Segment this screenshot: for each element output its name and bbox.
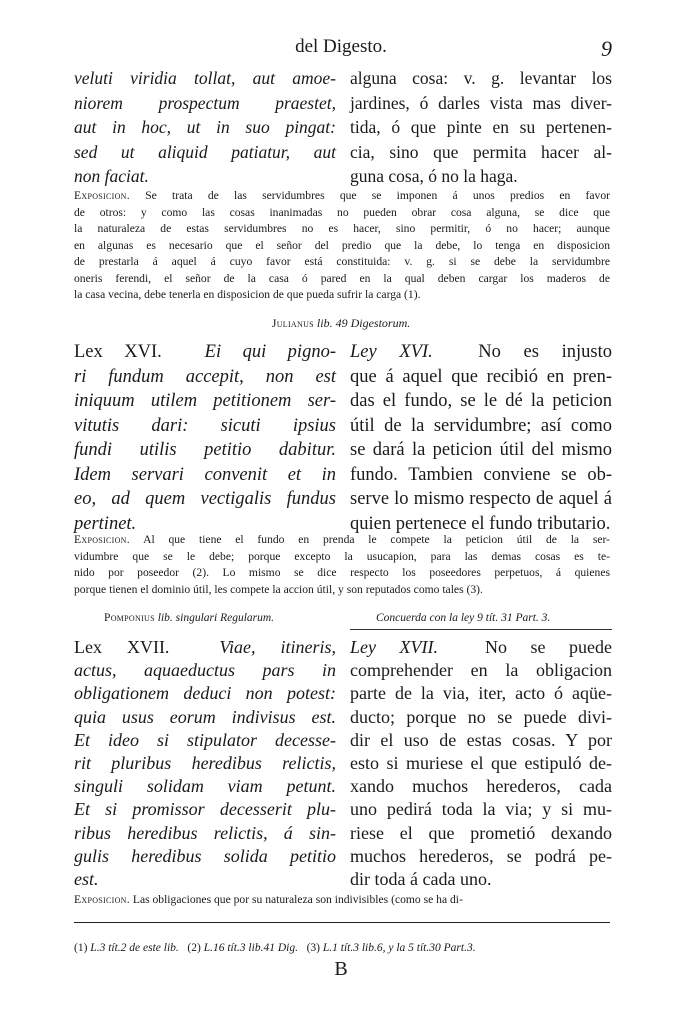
exposition-line: la casa vecina, debe tenerla en disposicion de que pueda sufrir la carga (1). <box>74 288 421 301</box>
spanish-line: uno pedirá toda la via; y si mu- <box>350 799 612 820</box>
spanish-line: quien pertenece el fundo tributario. <box>350 513 611 534</box>
source-author: Pomponius <box>104 612 155 624</box>
footnote-2-marker: (2) <box>187 942 201 954</box>
spanish-line: muchos herederos, se podrá pe- <box>350 845 612 866</box>
spanish-line: guna cosa, ó no la haga. <box>350 166 518 186</box>
latin-line: sed ut aliquid patiatur, aut <box>74 141 336 162</box>
footnote-3-marker: (3) <box>306 942 320 954</box>
exposition-label: Exposicion. <box>74 893 130 906</box>
latin-line: pertinet. <box>74 513 137 534</box>
spanish-line: que á aquel que recibió en pren- <box>350 366 612 387</box>
spanish-line: dir toda á cada uno. <box>350 869 492 890</box>
exposition-line: vidumbre que se le debe; porque excepto la usucapion, para las demas cosas es te- <box>74 549 610 563</box>
section2-spanish-column <box>350 340 612 536</box>
exposition-label: Exposicion. <box>74 189 130 202</box>
spanish-line: ducto; porque no se puede divi- <box>350 706 612 727</box>
lex-number: Lex XVII. <box>74 637 170 657</box>
exposition-line <box>74 188 610 205</box>
section1-latin-column <box>74 66 336 189</box>
exposition-line: nido por poseedor (2). Lo mismo se dice respecto los poseedores perpetuos, á quienes <box>74 566 610 579</box>
latin-line: ri fundum accepit, non est <box>74 366 336 387</box>
latin-line: Et si promissor decesserit plu- <box>74 799 336 820</box>
latin-line: ribus heredibus relictis, á sin- <box>74 822 336 843</box>
spanish-line: se dará la peticion útil del mismo <box>350 440 612 460</box>
footnote-rule <box>74 922 610 923</box>
exposition-line: de prestarla á aquel á cuyo favor está constituida: v. g. si se debe la servidumbre <box>74 255 610 268</box>
latin-line: eo, ad quem vectigalis fundus <box>74 489 336 509</box>
spanish-line: esto si muriese el que estipuló de- <box>350 753 612 774</box>
exposition-label: Exposicion. <box>74 533 130 546</box>
latin-text: Viae, itineris, <box>219 637 336 657</box>
spanish-line: parte de la via, iter, acto ó aqüe- <box>350 683 612 704</box>
section1-spanish-column <box>350 66 612 189</box>
running-head <box>0 36 682 62</box>
signature-mark: B <box>334 958 348 980</box>
exposition-3 <box>74 892 610 909</box>
source-citation-pomponius <box>104 612 274 624</box>
exposition-text: Al que tiene el fundo en prenda le compete la peticion útil de la ser- <box>143 533 610 546</box>
exposition-line: en algunas es necesario que el señor del predio que la debe, lo tenga en disposicion <box>74 238 610 252</box>
divider-rule <box>350 629 612 630</box>
page-number: 9 <box>601 36 612 61</box>
latin-text: Ei qui pigno- <box>204 342 336 362</box>
source-work: lib. singulari Regularum. <box>157 612 275 624</box>
latin-line: non faciat. <box>74 166 149 186</box>
exposition-1 <box>74 188 610 304</box>
spanish-line: xando muchos herederos, cada <box>350 776 612 797</box>
latin-line: fundi utilis petitio dabitur. <box>74 440 336 460</box>
latin-line: Idem servari convenit et in <box>74 464 336 485</box>
latin-line: gulis heredibus solida petitio <box>74 845 336 866</box>
exposition-line: de otros: y como las cosas inanimadas no pueden obrar cosa alguna, se dice que <box>74 205 610 219</box>
spanish-line: comprehender en la obligacion <box>350 660 612 681</box>
spanish-line: útil de la servidumbre; así como <box>350 415 612 436</box>
section3-spanish-column <box>350 636 612 891</box>
source-work: lib. 49 Digestorum. <box>316 316 411 330</box>
exposition-line <box>74 892 610 909</box>
lex-number: Lex XVI. <box>74 342 162 362</box>
spanish-line <box>350 636 612 659</box>
latin-line: obligationem deduci non potest: <box>74 683 336 704</box>
spanish-text: No es injusto <box>478 342 613 362</box>
exposition-line: la naturaleza de estas servidumbres no es hacer, sino permitir, ó no hacer; aunque <box>74 222 610 235</box>
latin-line <box>74 636 336 659</box>
footnote-1-marker: (1) <box>74 942 88 954</box>
latin-line: vitutis dari: sicuti ipsius <box>74 415 336 436</box>
latin-line: aut in hoc, ut in suo pingat: <box>74 117 336 137</box>
concordance-note: Concuerda con la ley 9 tít. 31 Part. 3. <box>376 612 551 624</box>
exposition-line: porque tienen el dominio útil, les compete la accion útil, y son reputados como tales (3). <box>74 582 483 596</box>
exposition-line <box>74 532 610 549</box>
latin-line: actus, aquaeductus pars in <box>74 660 336 681</box>
spanish-line: dir el uso de estas cosas. Y por <box>350 729 612 750</box>
ley-number: Ley XVI. <box>350 342 433 362</box>
footnote-2-text: L.16 tít.3 lib.41 Dig. <box>203 942 298 954</box>
exposition-text: Las obligaciones que por su naturaleza son indivisibles (como se ha di- <box>132 893 463 906</box>
exposition-line: oneris ferendi, el señor de la casa ó pared en la qual deben cargar los maderos de <box>74 271 610 285</box>
section2-latin-column <box>74 340 336 536</box>
source-author: Julianus <box>271 316 314 330</box>
latin-line: iniquum utilem petitionem ser- <box>74 391 336 411</box>
spanish-line <box>350 340 612 365</box>
spanish-line: alguna cosa: v. g. levantar los <box>350 68 612 88</box>
footnotes <box>74 942 610 954</box>
ley-number: Ley XVII. <box>350 637 438 657</box>
spanish-text: No se puede <box>485 637 613 657</box>
latin-line: Et ideo si stipulator decesse- <box>74 729 336 750</box>
spanish-line: tida, ó que pinte en su pertenen- <box>350 117 612 137</box>
source-citation-julianus <box>0 316 682 331</box>
spanish-line: das el fundo, se le dé la peticion <box>350 391 612 411</box>
latin-line: niorem prospectum praestet, <box>74 92 336 113</box>
spanish-line: jardines, ó darles vista mas diver- <box>350 92 612 113</box>
spanish-line: riese el que prometió dexando <box>350 822 612 843</box>
latin-line: quia usus eorum indivisus est. <box>74 706 336 727</box>
spanish-line: serve lo mismo respecto de aquel á <box>350 489 612 509</box>
latin-line: rit pluribus heredibus relictis, <box>74 753 336 774</box>
latin-line <box>74 340 336 365</box>
footnote-3-text: L.1 tít.3 lib.6, y la 5 tít.30 Part.3. <box>322 942 476 954</box>
exposition-2 <box>74 532 610 598</box>
latin-line: veluti viridia tollat, aut amoe- <box>74 68 336 88</box>
latin-line: singuli solidam viam petunt. <box>74 776 336 797</box>
spanish-line: fundo. Tambien conviene se ob- <box>350 464 612 485</box>
section3-latin-column <box>74 636 336 891</box>
running-title: del Digesto. <box>295 36 387 57</box>
spanish-line: cia, sino que permita hacer al- <box>350 141 612 162</box>
latin-line: est. <box>74 869 99 890</box>
footnote-1-text: L.3 tít.2 de este lib. <box>90 942 179 954</box>
exposition-text: Se trata de las servidumbres que se imponen á unos predios en favor <box>145 189 610 202</box>
